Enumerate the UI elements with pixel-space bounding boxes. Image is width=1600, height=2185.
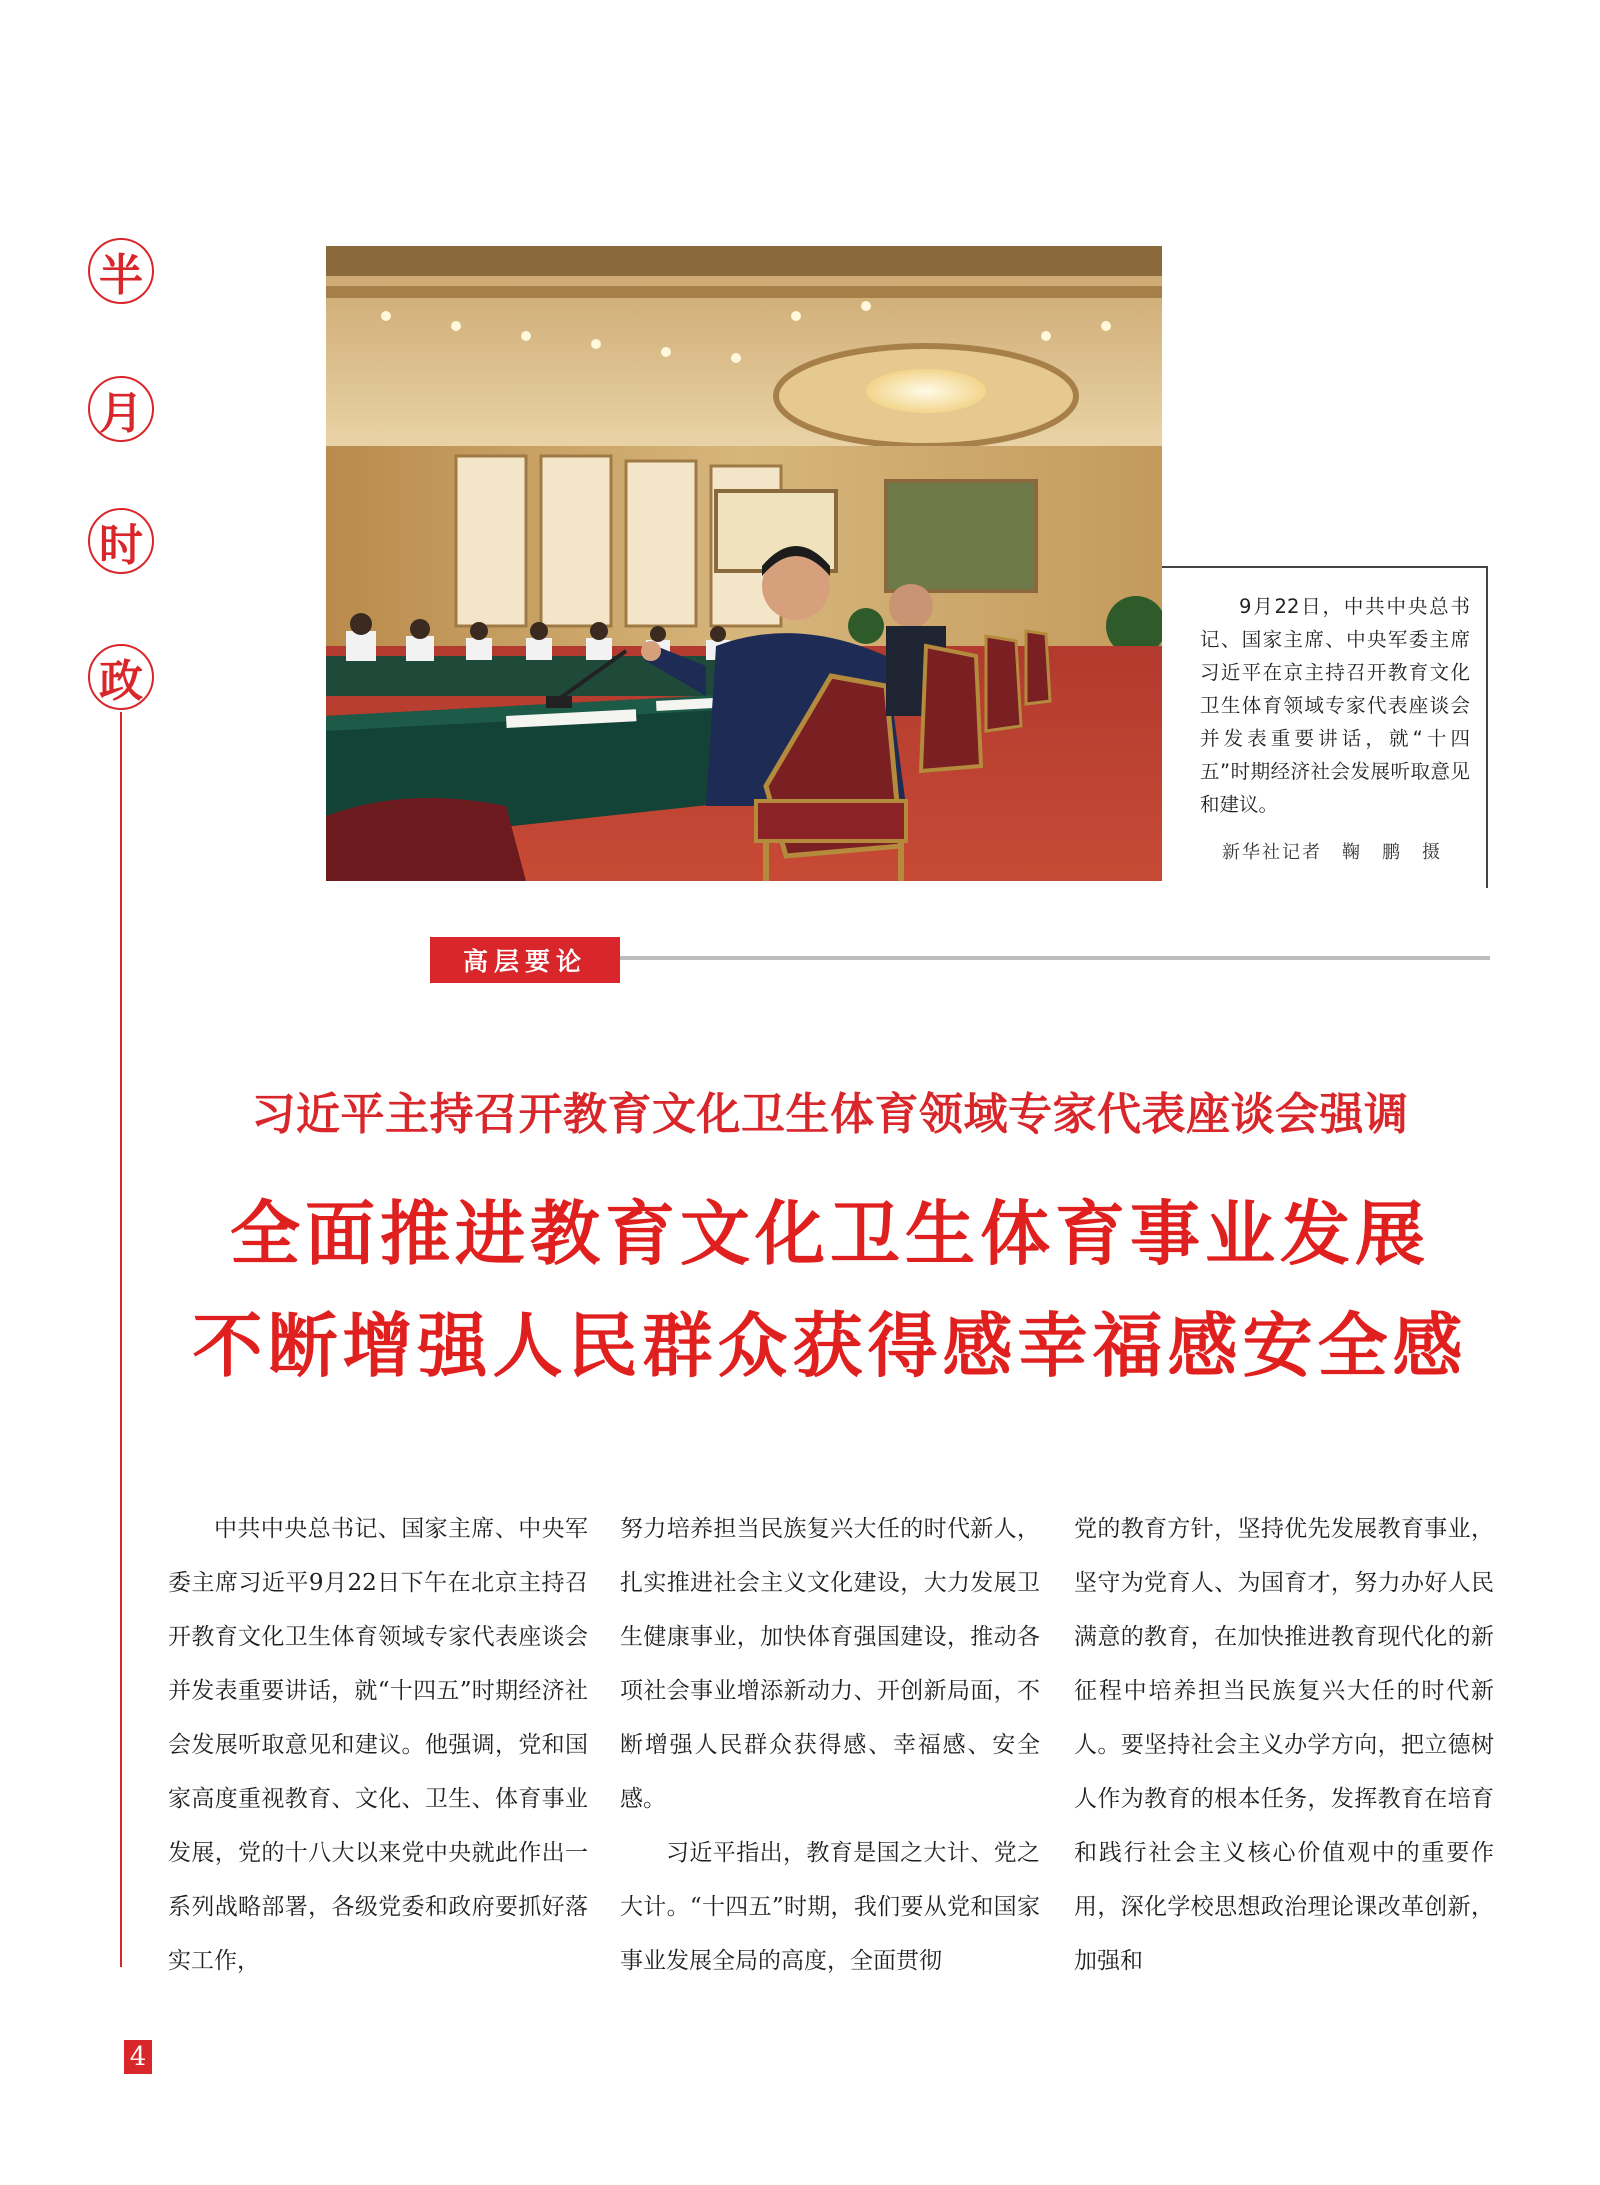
body-column-2	[620, 1502, 1040, 1988]
section-tag: 高层要论	[430, 937, 620, 983]
column-label-char-4: 政	[88, 644, 154, 710]
body-paragraph: 习近平指出，教育是国之大计、党之大计。“十四五”时期，我们要从党和国家事业发展全局的高度，全面贯彻	[620, 1840, 1040, 1974]
photo-credit: 新华社记者 鞠 鹏 摄	[1222, 842, 1442, 863]
page-number: 4	[124, 2040, 152, 2074]
article-title-line-1: 全面推进教育文化卫生体育事业发展	[230, 1193, 1430, 1275]
column-label-char-2: 月	[88, 376, 154, 442]
body-column-1	[168, 1502, 588, 1988]
column-label-char-1: 半	[88, 238, 154, 304]
article-title-line-2: 不断增强人民群众获得感幸福感安全感	[192, 1305, 1468, 1387]
article-subtitle: 习近平主持召开教育文化卫生体育领域专家代表座谈会强调	[251, 1089, 1409, 1140]
body-column-3	[1074, 1502, 1494, 1988]
section-rule	[620, 956, 1490, 960]
body-paragraph: 党的教育方针，坚持优先发展教育事业，坚守为党育人、为国育才，努力办好人民满意的教育，在加快推进教育现代化的新征程中培养担当民族复兴大任的时代新人。要坚持社会主义办学方向，把立德树人作为教育的根本任务，发挥教育在培育和践行社会主义核心价值观中的重要作用，深化学校思想政治理论课改革创新，加强和	[1074, 1516, 1494, 1974]
body-paragraph: 努力培养担当民族复兴大任的时代新人，扎实推进社会主义文化建设，大力发展卫生健康事业，加快体育强国建设，推动各项社会事业增添新动力、开创新局面，不断增强人民群众获得感、幸福感、安全感。	[620, 1516, 1040, 1812]
column-label-char-3: 时	[88, 508, 154, 574]
body-paragraph: 中共中央总书记、国家主席、中央军委主席习近平9月22日下午在北京主持召开教育文化卫生体育领域专家代表座谈会并发表重要讲话，就“十四五”时期经济社会发展听取意见和建议。他强调，党和国家高度重视教育、文化、卫生、体育事业发展，党的十八大以来党中央就此作出一系列战略部署，各级党委和政府要抓好落实工作，	[168, 1516, 588, 1974]
photo-caption: 9月22日，中共中央总书记、国家主席、中央军委主席习近平在京主持召开教育文化卫生体育领域专家代表座谈会并发表重要讲话，就“十四五”时期经济社会发展听取意见和建议。	[1200, 595, 1470, 816]
meeting-photo	[326, 246, 1162, 881]
